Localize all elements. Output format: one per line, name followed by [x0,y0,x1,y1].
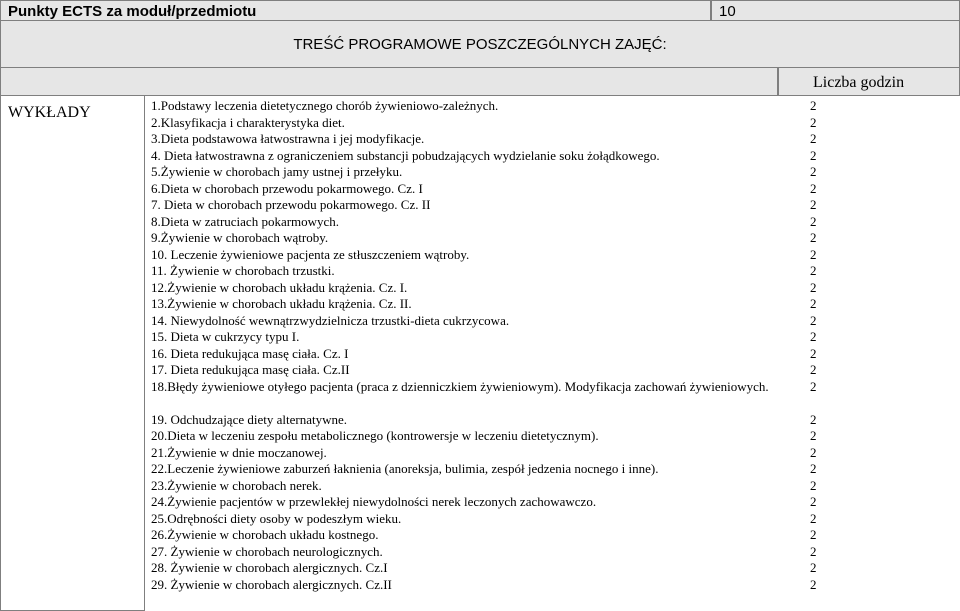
topic-text: 21.Żywienie w dnie moczanowej. [151,444,327,460]
topic-hours: 2 [810,329,817,344]
topic-text: 27. Żywienie w chorobach neurologicznych. [151,543,383,559]
topic-text: 5.Żywienie w chorobach jamy ustnej i przełyku. [151,164,403,179]
section-label-cell [0,95,145,611]
ects-label-cell [0,0,711,21]
topic-hours: 2 [810,98,817,113]
topic-text: 17. Dieta redukująca masę ciała. Cz.II [151,362,350,377]
topic-text: 20.Dieta w leczeniu zespołu metabolicznego (kontrowersje w leczeniu dietetycznym). [151,428,599,443]
topic-hours: 2 [810,494,817,509]
topic-hours: 2 [810,213,817,229]
ects-value-cell [711,0,960,21]
topic-hours: 2 [810,560,817,575]
topic-text: 11. Żywienie w chorobach trzustki. [151,263,335,278]
hours-header-spacer [0,67,778,96]
topic-hours: 2 [810,230,817,245]
hours-header-cell [778,67,960,96]
ects-value: 10 [719,3,736,20]
topic-hours: 2 [810,510,817,526]
topic-text: 3.Dieta podstawowa łatwostrawna i jej modyfikacje. [151,131,425,146]
topic-hours: 2 [810,114,817,130]
topic-hours: 2 [810,164,817,179]
topic-hours: 2 [810,279,817,295]
topic-text: 12.Żywienie w chorobach układu krążenia. Cz. I. [151,279,408,295]
topic-text: 4. Dieta łatwostrawna z ograniczeniem substancji pobudzających wydzielanie soku żołądkowego. [151,147,660,163]
topic-text: 16. Dieta redukująca masę ciała. Cz. I [151,345,349,361]
topic-text: 22.Leczenie żywieniowe zaburzeń łaknienia (anoreksja, bulimia, zespół jedzenia nocnego i inne). [151,461,659,476]
topic-text: 23.Żywienie w chorobach nerek. [151,477,322,493]
topic-hours: 2 [810,527,817,542]
topic-text: 15. Dieta w cukrzycy typu I. [151,329,300,344]
topic-hours: 2 [810,543,817,559]
topic-text: 9.Żywienie w chorobach wątroby. [151,230,329,245]
topic-hours: 2 [810,312,817,328]
section-label: WYKŁADY [8,104,91,121]
topic-text: 1.Podstawy leczenia dietetycznego chorób żywieniowo-zależnych. [151,98,499,113]
topic-text: 14. Niewydolność wewnątrzwydzielnicza trzustki-dieta cukrzycowa. [151,312,510,328]
topic-hours: 2 [810,147,817,163]
topic-hours: 2 [810,576,817,592]
topic-hours: 2 [810,296,817,311]
topic-hours: 2 [810,477,817,493]
topic-text: 6.Dieta w chorobach przewodu pokarmowego. Cz. I [151,180,423,196]
program-title-cell [0,20,960,68]
program-title: TREŚĆ PROGRAMOWE POSZCZEGÓLNYCH ZAJĘĆ: [293,36,667,53]
topic-text: 18.Błędy żywieniowe otyłego pacjenta (praca z dzienniczkiem żywieniowym). Modyfikacja zachowań żywieniowych. [151,378,769,394]
topic-hours: 2 [810,378,817,394]
topic-hours: 2 [810,444,817,460]
topic-hours: 2 [810,197,817,212]
topic-text: 19. Odchudzające diety alternatywne. [151,411,347,427]
topic-text: 26.Żywienie w chorobach układu kostnego. [151,527,379,542]
topic-hours: 2 [810,131,817,146]
topic-hours: 2 [810,345,817,361]
topic-text: 8.Dieta w zatruciach pokarmowych. [151,213,340,229]
topic-hours: 2 [810,461,817,476]
topic-text: 2.Klasyfikacja i charakterystyka diet. [151,114,345,130]
topic-hours: 2 [810,180,817,196]
topic-text: 24.Żywienie pacjentów w przewlekłej niewydolności nerek leczonych zachowawczo. [151,494,597,509]
topic-hours: 2 [810,246,817,262]
topic-hours: 2 [810,263,817,278]
topic-text: 29. Żywienie w chorobach alergicznych. Cz.II [151,576,392,592]
topic-text: 10. Leczenie żywieniowe pacjenta ze stłuszczeniem wątroby. [151,246,470,262]
topic-hours: 2 [810,411,817,427]
topic-hours: 2 [810,428,817,443]
hours-column-title: Liczba godzin [813,74,905,91]
topic-hours: 2 [810,362,817,377]
topic-text: 7. Dieta w chorobach przewodu pokarmowego. Cz. II [151,197,431,212]
topic-text: 25.Odrębności diety osoby w podeszłym wieku. [151,510,402,526]
topic-text: 13.Żywienie w chorobach układu krążenia. Cz. II. [151,296,412,311]
ects-label: Punkty ECTS za moduł/przedmiotu [8,3,257,20]
topic-text: 28. Żywienie w chorobach alergicznych. Cz.I [151,560,388,575]
